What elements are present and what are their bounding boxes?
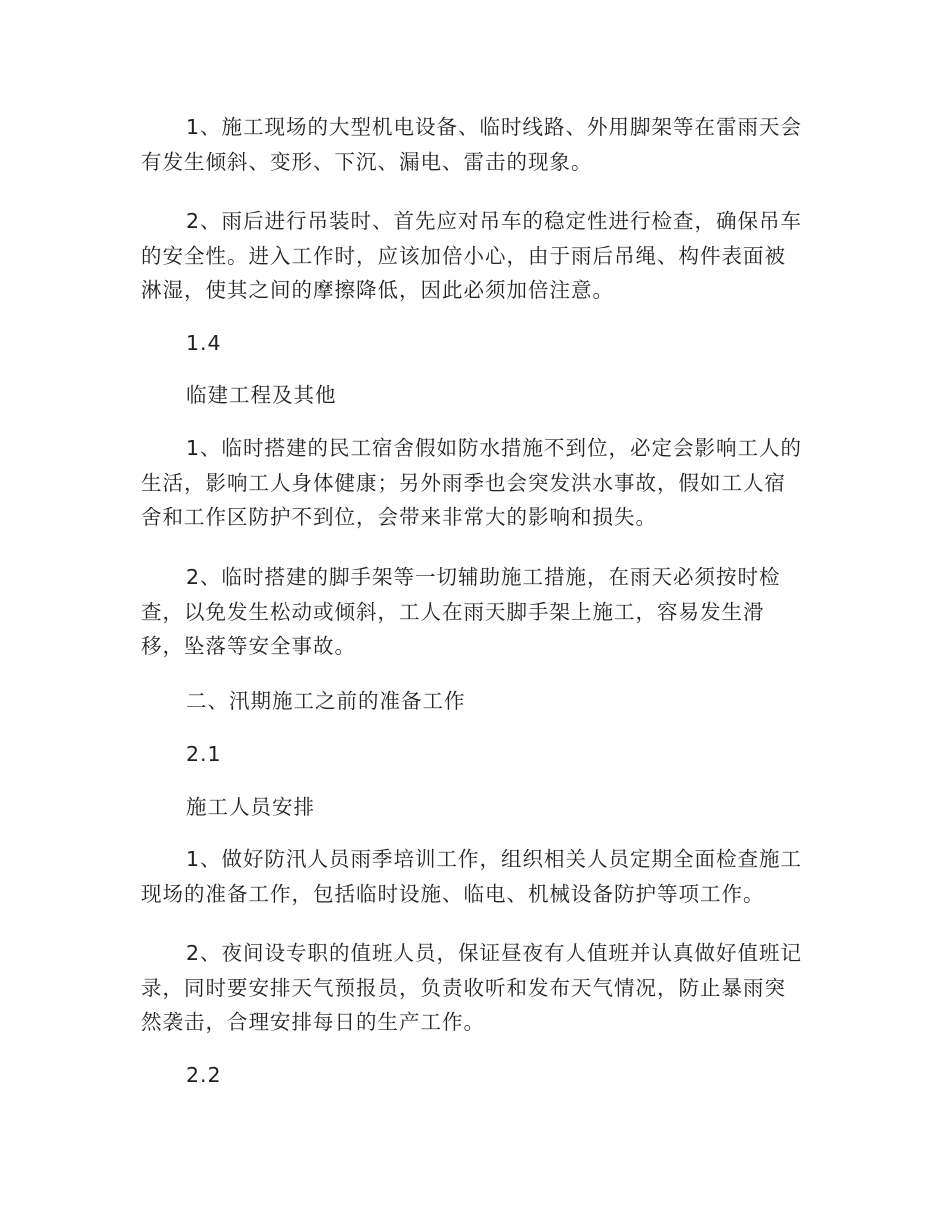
- text-line: 移，坠落等安全事故。: [141, 634, 356, 658]
- text-line: 1、临时搭建的民工宿舍假如防水措施不到位，必定会影响工人的: [186, 436, 803, 460]
- text-line: 然袭击，合理安排每日的生产工作。: [141, 1010, 485, 1034]
- section-title-temporary-works: [186, 378, 337, 413]
- heading-text: 施工人员安排: [186, 795, 315, 819]
- section-title-flood-preparation: [186, 684, 466, 719]
- heading-text: 2.2: [186, 1063, 222, 1087]
- text-line: 录，同时要安排天气预报员，负责收听和发布天气情况，防止暴雨突: [141, 975, 786, 1000]
- text-line: 2、雨后进行吊装时、首先应对吊车的稳定性进行检查，确保吊车: [186, 209, 803, 233]
- text-line: 现场的准备工作，包括临时设施、临电、机械设备防护等项工作。: [141, 881, 765, 906]
- heading-text: 2.1: [186, 742, 222, 766]
- text-line: 2、临时搭建的脚手架等一切辅助施工措施，在雨天必须按时检: [186, 565, 781, 589]
- paragraph-scaffold-inspection: [141, 560, 781, 664]
- paragraph-equipment-risk: [141, 110, 802, 179]
- section-number-1-4: [186, 326, 222, 361]
- paragraph-night-duty: [141, 936, 802, 1040]
- text-line: 生活，影响工人身体健康；另外雨季也会突发洪水事故，假如工人宿: [141, 470, 786, 495]
- text-line: 淋湿，使其之间的摩擦降低，因此必须加倍注意。: [141, 278, 614, 302]
- text-line: 2、夜间设专职的值班人员，保证昼夜有人值班并认真做好值班记: [186, 941, 803, 965]
- paragraph-dormitory-waterproofing: [141, 431, 802, 535]
- paragraph-flood-training: [141, 842, 802, 911]
- section-title-staff-arrangement: [186, 790, 315, 825]
- section-number-2-1: [186, 737, 222, 772]
- text-line: 的安全性。进入工作时，应该加倍小心，由于雨后吊绳、构件表面被: [141, 243, 786, 268]
- text-line: 有发生倾斜、变形、下沉、漏电、雷击的现象。: [141, 149, 593, 174]
- heading-text: 二、汛期施工之前的准备工作: [186, 689, 466, 713]
- text-line: 查，以免发生松动或倾斜，工人在雨天脚手架上施工，容易发生滑: [141, 599, 765, 624]
- section-number-2-2: [186, 1058, 222, 1093]
- text-line: 1、施工现场的大型机电设备、临时线路、外用脚架等在雷雨天会: [186, 115, 803, 139]
- heading-text: 1.4: [186, 331, 222, 355]
- heading-text: 临建工程及其他: [186, 383, 337, 407]
- text-line: 1、做好防汛人员雨季培训工作，组织相关人员定期全面检查施工: [186, 847, 803, 871]
- paragraph-lifting-after-rain: [141, 204, 802, 308]
- text-line: 舍和工作区防护不到位，会带来非常大的影响和损失。: [141, 505, 657, 529]
